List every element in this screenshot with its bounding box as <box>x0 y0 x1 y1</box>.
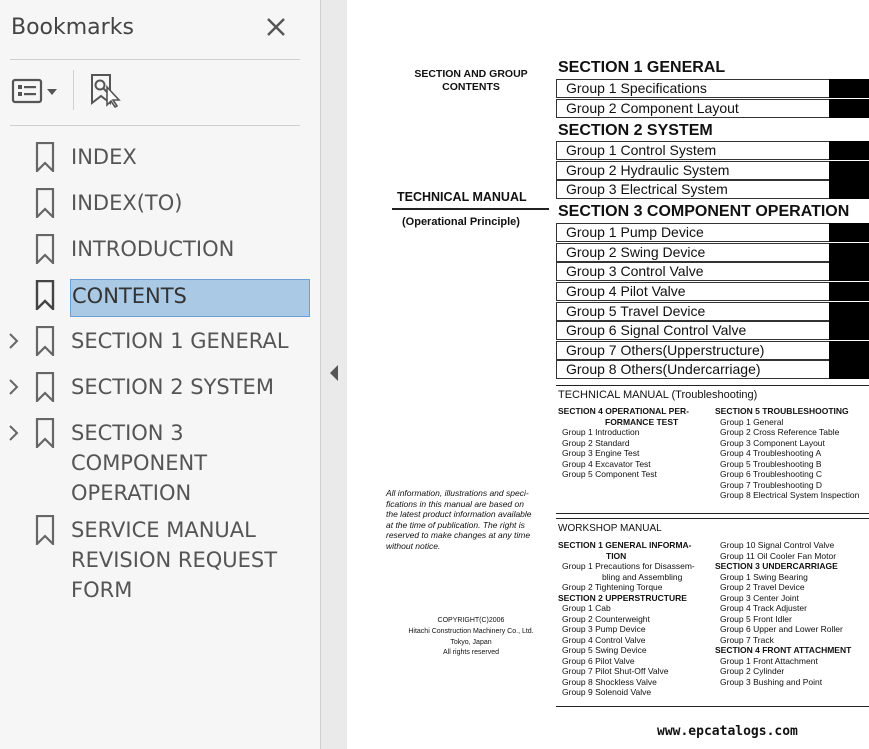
group-item: Group 2 Cylinder <box>720 666 785 676</box>
chevron-right-icon[interactable] <box>6 423 22 443</box>
index-tab <box>829 79 869 98</box>
bookmark-icon <box>35 188 55 218</box>
index-tab <box>829 180 869 199</box>
group-item: Group 3 Bushing and Point <box>720 676 823 687</box>
copyright-line: Tokyo, Japan <box>450 639 492 646</box>
section-heading: SECTION 3 COMPONENT OPERATION <box>558 203 850 220</box>
group-label: Group 5 Travel Device <box>566 303 706 319</box>
group-item: Group 3 Center Joint <box>720 592 799 603</box>
contents-heading-line: SECTION AND GROUP <box>414 68 528 80</box>
group-label: Group 3 Electrical System <box>566 181 728 197</box>
close-panel-button[interactable] <box>262 13 290 41</box>
bookmarks-panel <box>0 0 320 749</box>
bookmark-label: SECTION 1 GENERAL <box>71 329 289 353</box>
group-item: Group 5 Troubleshooting B <box>720 458 822 469</box>
group-item: Group 5 Swing Device <box>562 645 647 655</box>
group-item: Group 1 Cab <box>562 603 611 613</box>
bookmark-label-line: OPERATION <box>71 481 192 505</box>
section-heading: SECTION 2 SYSTEM <box>558 122 713 139</box>
group-row <box>556 161 869 180</box>
workshop-title: WORKSHOP MANUAL <box>558 523 662 534</box>
options-menu-icon <box>11 78 61 106</box>
bookmark-icon <box>35 515 55 545</box>
group-label: Group 2 Swing Device <box>566 244 706 260</box>
title-rule <box>392 208 549 210</box>
subsection-heading: SECTION 5 TROUBLESHOOTING <box>715 406 849 416</box>
bookmark-icon <box>35 326 55 356</box>
group-item: Group 4 Control Valve <box>562 634 646 645</box>
group-row <box>556 302 869 321</box>
group-item: Group 5 Front Idler <box>720 613 792 624</box>
index-tab <box>829 99 869 118</box>
subsection-heading: SECTION 1 GENERAL INFORMA- <box>558 540 692 550</box>
section-rule <box>556 385 869 386</box>
group-item: Group 7 Troubleshooting D <box>720 479 823 490</box>
manual-title: TECHNICAL MANUAL <box>397 190 527 204</box>
copyright-line: Hitachi Construction Machinery Co., Ltd. <box>408 628 534 635</box>
group-item: Group 1 Precautions for Disassem- <box>562 561 695 571</box>
group-item: Group 9 Solenoid Valve <box>562 687 652 697</box>
group-item: Group 2 Standard <box>562 437 630 448</box>
group-item: Group 11 Oil Cooler Fan Motor <box>720 550 837 561</box>
bookmark-icon <box>35 234 55 264</box>
section-rule <box>556 518 869 519</box>
section-rule <box>556 706 869 707</box>
panel-title: Bookmarks <box>11 15 134 40</box>
index-tab <box>829 262 869 281</box>
copyright-line: COPYRIGHT(C)2006 <box>437 617 505 624</box>
group-row <box>556 99 869 118</box>
group-item: Group 3 Component Layout <box>720 437 825 448</box>
troubleshooting-title: TECHNICAL MANUAL (Troubleshooting) <box>558 389 758 401</box>
group-label: Group 3 Control Valve <box>566 263 704 279</box>
group-item: Group 4 Excavator Test <box>562 458 651 469</box>
bookmark-label: INDEX(TO) <box>71 191 183 215</box>
index-tab <box>829 321 869 340</box>
group-label: Group 4 Pilot Valve <box>566 283 686 299</box>
notice-line: reserved to make changes at any time <box>386 530 531 540</box>
notice-line: fications in this manual are based on <box>386 498 524 509</box>
index-tab <box>829 141 869 160</box>
find-bookmark-icon <box>88 73 124 109</box>
group-label: Group 1 Pump Device <box>566 224 704 240</box>
watermark-text: www.epcatalogs.com <box>657 724 798 739</box>
index-tab <box>829 341 869 360</box>
group-item: Group 2 Tightening Torque <box>562 582 663 592</box>
notice-line: All information, illustrations and speci- <box>386 488 529 498</box>
bookmark-label-line: SERVICE MANUAL <box>71 518 256 542</box>
group-item: Group 5 Component Test <box>562 469 657 479</box>
close-icon <box>262 13 290 41</box>
group-item: Group 1 Front Attachment <box>720 655 818 666</box>
index-tab <box>829 243 869 262</box>
document-page <box>347 0 869 749</box>
group-item: Group 1 Introduction <box>562 427 640 437</box>
contents-heading-line: CONTENTS <box>442 81 500 93</box>
subsection-heading: FORMANCE TEST <box>605 416 679 427</box>
group-row <box>556 360 869 379</box>
subsection-heading: SECTION 4 OPERATIONAL PER- <box>558 406 689 416</box>
group-label: Group 2 Hydraulic System <box>566 162 730 178</box>
chevron-right-icon[interactable] <box>6 331 22 351</box>
bookmark-label: SECTION 2 SYSTEM <box>71 375 274 399</box>
notice-line: at the time of publication. The right is <box>386 519 525 530</box>
manual-subtitle: (Operational Principle) <box>402 216 520 228</box>
group-item: Group 7 Track <box>720 634 774 645</box>
section-rule <box>556 513 869 514</box>
group-item: Group 1 Swing Bearing <box>720 571 808 582</box>
group-item: Group 10 Signal Control Valve <box>720 540 835 550</box>
bookmark-icon <box>35 372 55 402</box>
group-item: Group 2 Travel Device <box>720 582 805 592</box>
group-row <box>556 321 869 340</box>
group-row <box>556 141 869 160</box>
bookmark-icon <box>35 280 55 310</box>
group-label: Group 8 Others(Undercarriage) <box>566 361 761 377</box>
group-label: Group 1 Specifications <box>566 80 707 96</box>
group-row <box>556 243 869 262</box>
index-tab <box>829 360 869 379</box>
copyright-line: All rights reserved <box>442 649 500 656</box>
bookmark-label: CONTENTS <box>70 279 310 317</box>
subsection-heading: SECTION 4 FRONT ATTACHMENT <box>715 645 852 655</box>
section-heading: SECTION 1 GENERAL <box>558 59 726 76</box>
bookmark-label: INTRODUCTION <box>71 237 235 261</box>
group-item: Group 2 Counterweight <box>562 613 650 624</box>
group-item: Group 1 General <box>720 416 784 427</box>
group-item: Group 8 Shockless Valve <box>562 676 657 687</box>
chevron-right-icon[interactable] <box>6 377 22 397</box>
bookmark-icon <box>35 142 55 172</box>
group-item: Group 7 Pilot Shut-Off Valve <box>562 666 669 676</box>
group-item: Group 3 Engine Test <box>562 448 640 458</box>
group-item: Group 6 Pilot Valve <box>562 655 635 666</box>
bookmark-label-line: SECTION 3 <box>71 421 184 445</box>
subsection-heading: TION <box>606 550 627 561</box>
find-current-bookmark-button[interactable] <box>88 73 124 109</box>
group-label: Group 6 Signal Control Valve <box>566 322 747 338</box>
index-tab <box>829 161 869 180</box>
bookmark-icon <box>35 418 55 448</box>
group-label: Group 2 Component Layout <box>566 100 739 116</box>
bookmark-label-line: FORM <box>71 578 133 602</box>
group-item: Group 2 Cross Reference Table <box>720 427 840 437</box>
group-label: Group 7 Others(Upperstructure) <box>566 342 765 358</box>
group-row <box>556 223 869 242</box>
group-item: Group 8 Electrical System Inspection <box>720 490 860 500</box>
subsection-heading: SECTION 2 UPPERSTRUCTURE <box>558 592 687 603</box>
divider <box>10 125 300 126</box>
bookmark-label: INDEX <box>71 145 137 169</box>
group-item: Group 6 Troubleshooting C <box>720 469 823 479</box>
group-row <box>556 341 869 360</box>
group-row <box>556 262 869 281</box>
divider <box>10 59 300 60</box>
bookmark-label-line: REVISION REQUEST <box>71 548 278 572</box>
options-menu-button[interactable] <box>11 78 61 106</box>
group-row <box>556 282 869 301</box>
toolbar-separator <box>73 70 74 110</box>
subsection-heading: SECTION 3 UNDERCARRIAGE <box>715 561 838 571</box>
notice-line: without notice. <box>386 540 441 551</box>
bookmark-label-line: COMPONENT <box>71 451 208 475</box>
triangle-left-icon <box>327 362 341 384</box>
index-tab <box>829 302 869 321</box>
group-row <box>556 79 869 98</box>
group-item: Group 3 Pump Device <box>562 624 646 634</box>
index-tab <box>829 282 869 301</box>
group-item: bling and Assembling <box>602 571 683 582</box>
collapse-panel-button[interactable] <box>327 362 341 384</box>
group-row <box>556 180 869 199</box>
index-tab <box>829 223 869 242</box>
group-label: Group 1 Control System <box>566 142 717 158</box>
group-item: Group 6 Upper and Lower Roller <box>720 624 843 634</box>
group-item: Group 4 Track Adjuster <box>720 603 807 613</box>
notice-line: the latest product information available <box>386 509 532 519</box>
group-item: Group 4 Troubleshooting A <box>720 448 822 458</box>
